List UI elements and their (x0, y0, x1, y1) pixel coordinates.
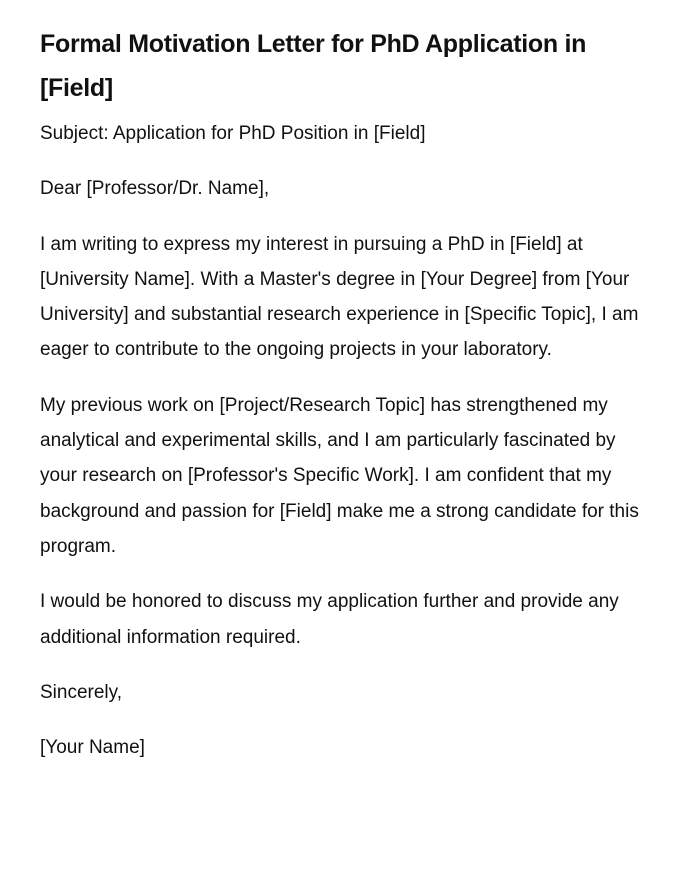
body-paragraph: I would be honored to discuss my application further and provide any additional information required. (40, 591, 619, 648)
body-paragraph: My previous work on [Project/Research Topic] has strengthened my analytical and experimental skills, and I am particularly fascinated by your research on [Professor's Specific Work]. I am confident that my background and passion for [Field] make me a strong candidate for this program. (40, 394, 639, 557)
body-paragraph: I am writing to express my interest in pursuing a PhD in [Field] at [University Name]. With a Master's degree in [Your Degree] from [Your University] and substantial research experience in [Specific Topic], I am eager to contribute to the ongoing projects in your laboratory. (40, 233, 639, 361)
signature: [Your Name] (40, 737, 145, 759)
closing: Sincerely, (40, 681, 123, 703)
letter-title: Formal Motivation Letter for PhD Application in [Field] (40, 30, 587, 102)
subject-line: Subject: Application for PhD Position in [Field] (40, 123, 426, 144)
greeting: Dear [Professor/Dr. Name], (40, 178, 270, 200)
